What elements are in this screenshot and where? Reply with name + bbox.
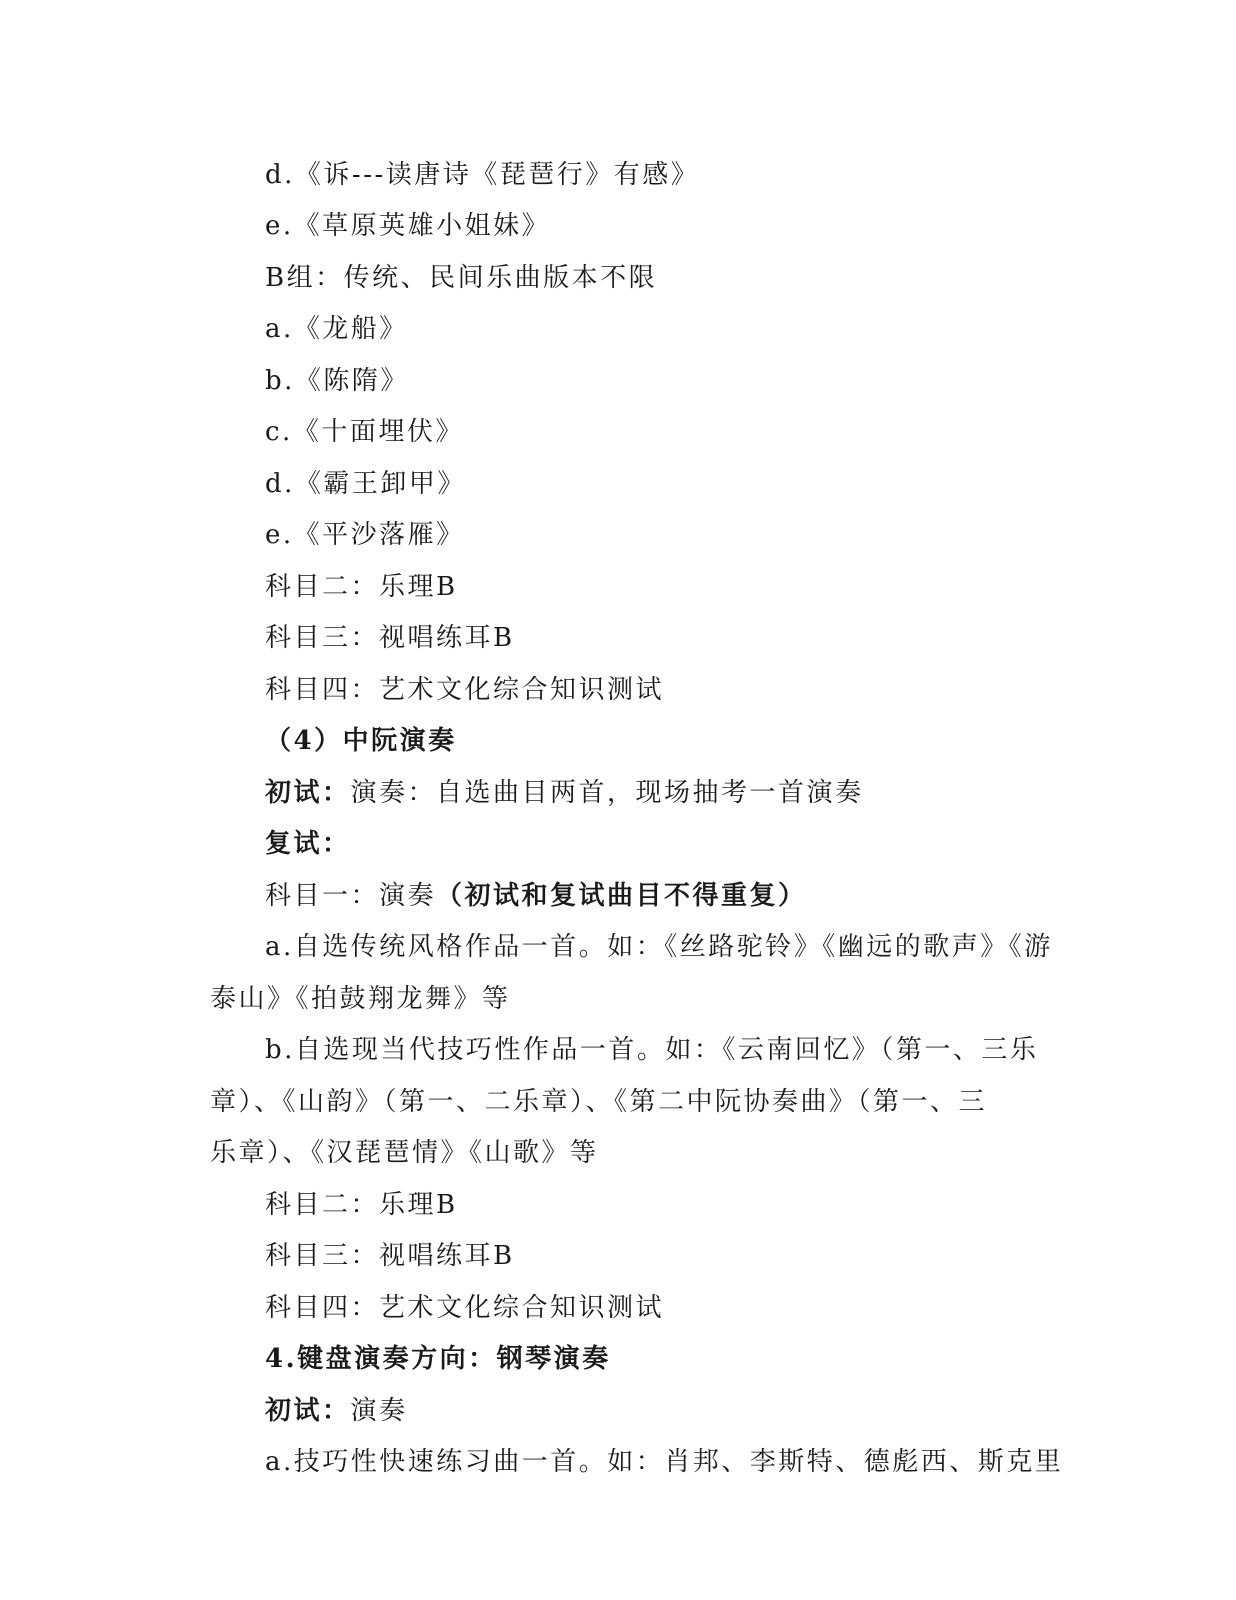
text-line: B组：传统、民间乐曲版本不限 xyxy=(265,263,658,293)
section-label: 复试： xyxy=(265,829,351,859)
text-line: e.《草原英雄小姐妹》 xyxy=(265,211,551,241)
text-line: 科目三：视唱练耳B xyxy=(265,623,515,653)
text-line: b.《陈隋》 xyxy=(265,366,409,396)
section-heading: （4）中阮演奏 xyxy=(265,726,457,756)
text-line: a.《龙船》 xyxy=(265,314,408,344)
text-line: b.自选现当代技巧性作品一首。如：《云南回忆》（第一、三乐 xyxy=(265,1035,1039,1065)
text-line: a.自选传统风格作品一首。如：《丝路驼铃》《幽远的歌声》《游 xyxy=(265,932,1053,962)
text: 演奏 xyxy=(350,1396,408,1426)
label: 初试： xyxy=(265,778,351,808)
text-line xyxy=(265,879,807,913)
text-line: a.技巧性快速练习曲一首。如：肖邦、李斯特、德彪西、斯克里 xyxy=(265,1447,1064,1477)
label: 初试： xyxy=(265,1396,351,1426)
note: （初试和复试曲目不得重复） xyxy=(436,881,807,911)
text-line xyxy=(265,1394,408,1428)
text-line: 科目二：乐理B xyxy=(265,572,458,602)
section-heading: 4.键盘演奏方向：钢琴演奏 xyxy=(265,1344,611,1374)
text-line: 科目四：艺术文化综合知识测试 xyxy=(265,675,665,705)
text-line: 科目四：艺术文化综合知识测试 xyxy=(265,1293,665,1323)
text-line: 科目三：视唱练耳B xyxy=(265,1241,515,1271)
text-line: c.《十面埋伏》 xyxy=(265,417,464,447)
text: 科目一：演奏 xyxy=(265,881,437,911)
text-line: e.《平沙落雁》 xyxy=(265,520,465,550)
text-line: 章）、《山韵》（第一、二乐章）、《第二中阮协奏曲》（第一、三 xyxy=(210,1087,988,1117)
text: 演奏：自选曲目两首，现场抽考一首演奏 xyxy=(350,778,864,808)
text-line: d.《霸王卸甲》 xyxy=(265,469,466,499)
text-line: 乐章）、《汉琵琶情》《山歌》等 xyxy=(210,1138,599,1168)
text-line: 科目二：乐理B xyxy=(265,1190,458,1220)
text-line: d.《诉---读唐诗《琵琶行》有感》 xyxy=(265,160,700,190)
text-line: 泰山》《拍鼓翔龙舞》等 xyxy=(210,984,511,1014)
text-line xyxy=(265,776,864,810)
